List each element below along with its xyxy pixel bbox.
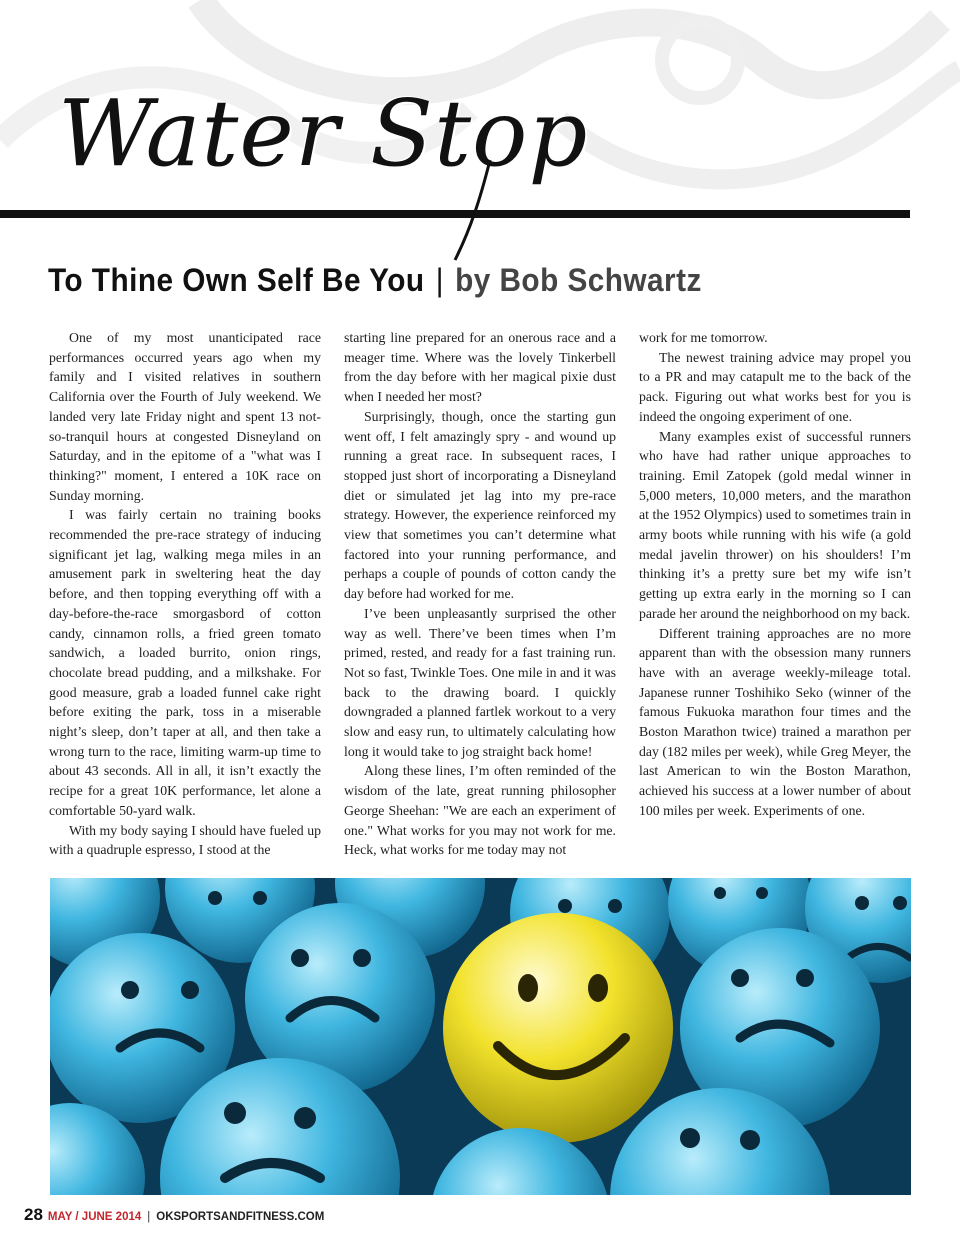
happy-face-ball [443, 913, 673, 1143]
text-column-1 [49, 328, 321, 858]
smiley-balls-photo [50, 878, 911, 1195]
article-title: To Thine Own Self Be You [48, 262, 425, 298]
text-column-3 [639, 328, 911, 858]
paragraph: I was fairly certain no training books recommended the pre-race strategy of inducing significant jet lag, walking mega miles in an amusement park in sweltering heat the day before, and then topping everything off with a day-before-the-race smorgasbord of cotton candy, cinnamon rolls, a fried green tomato sandwich, a loaded burrito, onion rings, chocolate bread pudding, and a milkshake. For good measure, grab a loaded funnel cake right before exiting the park, toss in a miserable night’s sleep, don’t taper at all, and then take a wrong turn to the race, limiting warm-up time to about 43 seconds. All in all, it isn’t exactly the recipe for a great 10K performance, let alone a comfortable 50-yard walk. [49, 507, 321, 818]
article-headline [48, 262, 702, 299]
page-number: 28 [24, 1205, 43, 1224]
paragraph: Many examples exist of successful runners who have had rather unique approaches to training. Emil Zatopek (gold medal winner in 5,000 meters, 10,000 meters, and the marathon at the 1952 Olympics) used to sometimes train in army boots while running with his wife (a gold medal javelin thrower) on his shoulders! I’m thinking it’s a pretty sure bet my wife isn’t getting up extra early in the morning so I can parade her around the neighborhood on my back. [639, 428, 911, 621]
paragraph: Along these lines, I’m often reminded of the wisdom of the late, great running philosopher George Sheehan: "We are each an experiment of one." What works for you may not work for me. Heck, what works for me today may not [344, 763, 616, 858]
paragraph: work for me tomorrow. [639, 330, 768, 345]
paragraph: One of my most unanticipated race performances occurred years ago when my family and I visited relatives in southern California over the Fourth of July weekend. We landed very late Friday night and spent 13 not-so-tranquil hours at congested Disneyland on Saturday, and in the epitome of a "what was I thinking?" moment, I entered a 10K race on Sunday morning. [49, 330, 321, 503]
article-byline: by Bob Schwartz [455, 262, 702, 298]
footer-separator: | [147, 1211, 151, 1223]
paragraph: Different training approaches are no more apparent than with the obsession many runners have with an average weekly-mileage total. Japanese runner Toshihiko Seko (winner of the famous Fukuoka marathon four times and the Boston Marathon twice) trained a marathon per day (182 miles per week), while Greg Meyer, the last American to win the Boston Marathon, achieved his success at a lower number of about 100 miles per week. Experiments of one. [639, 625, 911, 818]
title-flourish [420, 150, 540, 270]
section-title: Water Stop [58, 80, 589, 187]
headline-separator: | [435, 262, 444, 298]
paragraph: starting line prepared for an onerous race and a meager time. Where was the lovely Tinkerbell from the day before with her magical pixie dust when I needed her most? [344, 330, 616, 405]
paragraph: I’ve been unpleasantly surprised the other way as well. There’ve been times when I’m primed, rested, and ready for a fast training run. Not so fast, Twinkle Toes. One mile in and it was back to the drawing board. I quickly downgraded a planned fartlek workout to a very slow and easy run, to ultimately calculating how long it would take to jog straight back home! [344, 605, 616, 759]
issue-date: MAY / JUNE 2014 [47, 1211, 142, 1223]
paragraph: With my body saying I should have fueled up with a quadruple espresso, I stood at the [49, 822, 321, 858]
paragraph: The newest training advice may propel you to a PR and may catapult me to the back of the pack. Figuring out what works best for you is indeed the ongoing experiment of one. [639, 349, 911, 424]
website-link[interactable]: OKSPORTSANDFITNESS.COM [156, 1211, 325, 1223]
text-column-2 [344, 328, 616, 858]
page-footer [24, 1205, 324, 1225]
paragraph: Surprisingly, though, once the starting gun went off, I felt amazingly spry - and wound up running a great race. In subsequent races, I stopped just short of incorporating a Disneyland diet or simulated jet lag into my pre-race strategy. However, the experience reinforced my view that sometimes you can’t determine what factored into your running performance, and perhaps a couple of pounds of cotton candy the day before had worked for me. [344, 408, 616, 602]
